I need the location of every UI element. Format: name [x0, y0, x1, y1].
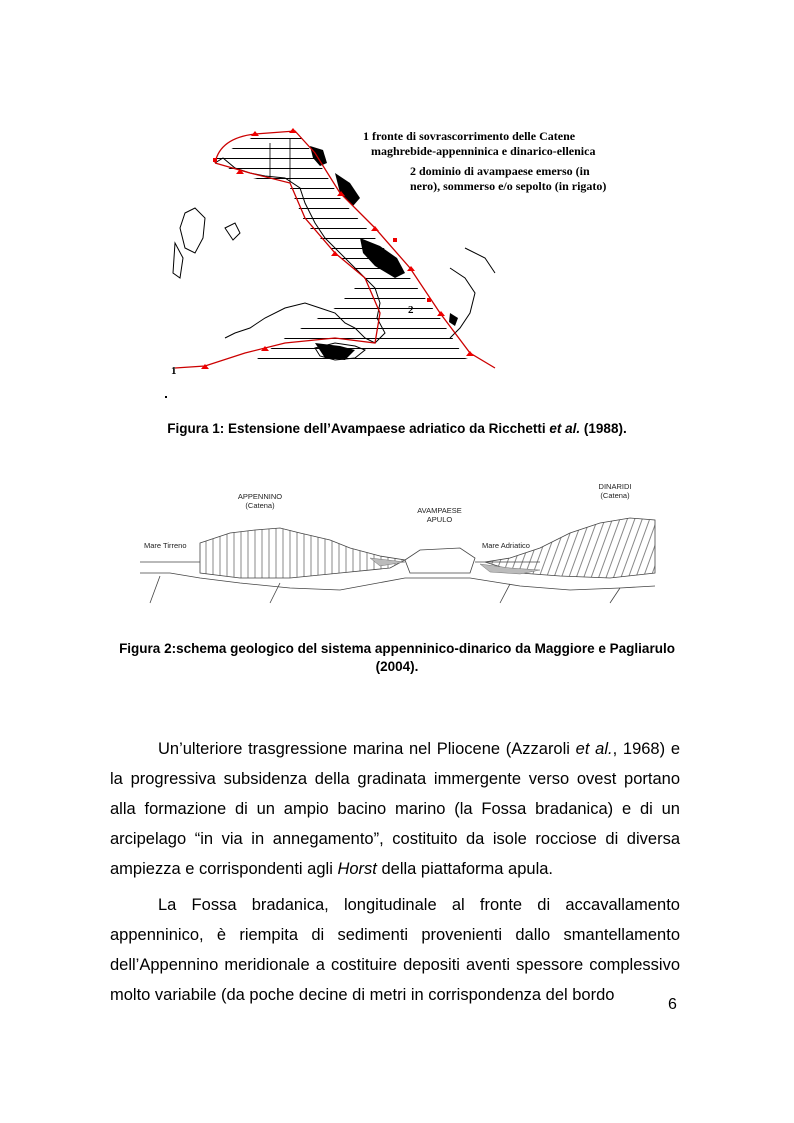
figure-2-caption-line2: (2004).: [375, 659, 419, 674]
map-label-1: 1: [171, 365, 177, 377]
label-dinaridi: DINARIDI (Catena): [598, 482, 632, 500]
figure-1-map: [165, 128, 635, 400]
label-avampaese: AVAMPAESE APULO: [417, 506, 462, 524]
geological-section: [140, 478, 660, 608]
map-label-2: 2: [408, 304, 414, 316]
figure-2-caption: [60, 640, 734, 676]
paragraph-2: La Fossa bradanica, longitudinale al fronte di accavallamento appenninico, è riempita di sedimenti provenienti dallo smantellamento dell’Appennino meridionale a costituire depositi aventi spessore complessivo molto variabile (da poche decine di metri in corrispondenza del bordo: [110, 896, 680, 1004]
apulian-foreland: [405, 548, 475, 573]
body-text: [110, 734, 680, 1010]
legend-note-1: [363, 129, 595, 159]
legend-note-2-line2: nero), sommerso e/o sepolto (in rigato): [410, 179, 607, 193]
label-adriatico: Mare Adriatico: [482, 541, 530, 550]
label-tirreno: Mare Tirreno: [144, 541, 187, 550]
label-appennino: APPENNINO (Catena): [237, 492, 283, 510]
legend-note-2-line1: 2 dominio di avampaese emerso (in: [410, 164, 590, 178]
legend-note-1-line2: maghrebide-appenninica e dinarico-ellenica: [371, 144, 596, 158]
apennine-chain: [200, 528, 405, 578]
figure-1-caption: Figura 1: Estensione dell’Avampaese adriatico da Ricchetti et al. (1988).: [167, 421, 627, 436]
paragraph-1: Un’ulteriore trasgressione marina nel Pliocene (Azzaroli et al., 1968) e la progressiva subsidenza della gradinata immergente verso ovest portano alla formazione di un ampio bacino marino (la Fossa bradanica) e di un arcipelago “in via in annegamento”, costituito da isole rocciose di diversa ampiezza e corrispondenti agli Horst della piattaforma apula.: [110, 740, 680, 878]
legend-note-1-line1: 1 fronte di sovrascorrimento delle Catene: [363, 129, 576, 143]
page-number: 6: [668, 996, 677, 1013]
figure-2-caption-line1: Figura 2:schema geologico del sistema appenninico-dinarico da Maggiore e Pagliarulo: [119, 641, 675, 656]
figure-2-section: [140, 478, 660, 608]
legend-note-2: [410, 164, 606, 194]
